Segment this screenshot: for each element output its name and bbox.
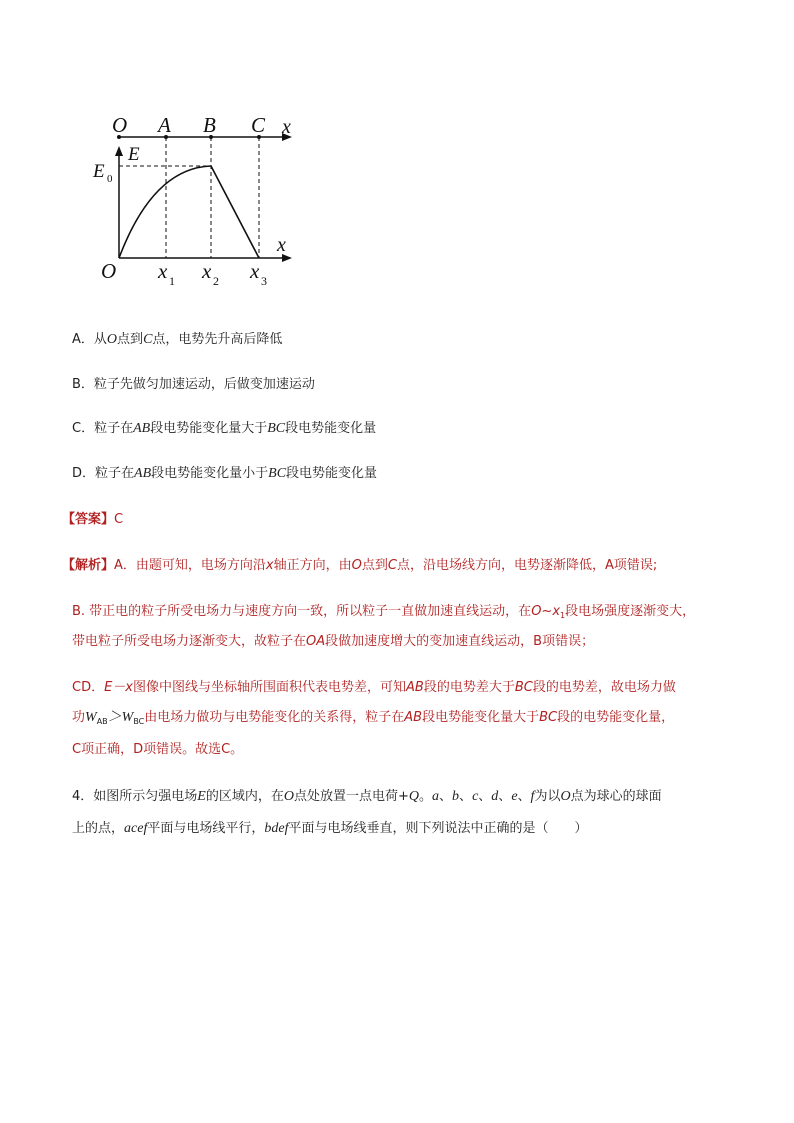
e-curve-rising bbox=[119, 166, 211, 258]
x1-label: x bbox=[158, 259, 168, 283]
analysis-line-6 bbox=[72, 738, 732, 757]
analysis-5-sub-bc: BC bbox=[133, 717, 145, 726]
option-a-text-3: 点，电势先升高后降低 bbox=[152, 332, 283, 347]
q4-1-c: c bbox=[472, 789, 479, 804]
q4-2-text-1: 上的点， bbox=[72, 821, 125, 836]
option-b-letter: B． bbox=[72, 377, 94, 392]
q4-1-sep-1: 、 bbox=[439, 789, 453, 804]
top-label-c: C bbox=[251, 113, 266, 137]
option-d-text-2: 段电势能变化量小于 bbox=[151, 466, 269, 481]
analysis-5-segment-bc: BC bbox=[539, 710, 558, 725]
analysis-5-w: W bbox=[85, 710, 97, 725]
answer-value: C bbox=[114, 512, 124, 527]
x2-label: x bbox=[202, 259, 212, 283]
q4-1-text-1: 4．如图所示匀强电场 bbox=[72, 789, 198, 804]
analysis-1-text-3: 点到 bbox=[361, 558, 388, 573]
field-graph-svg bbox=[88, 106, 308, 292]
q4-1-e: e bbox=[511, 789, 518, 804]
option-d bbox=[72, 462, 732, 482]
top-label-a: A bbox=[158, 113, 171, 137]
q4-1-text-3: 点处放置一点电荷+ bbox=[293, 789, 409, 804]
analysis-4-text-1: CD． bbox=[72, 680, 105, 695]
analysis-4-text-4: 段的电势差，故电场力做 bbox=[532, 680, 676, 695]
option-c-segment-ab: AB bbox=[133, 421, 151, 436]
analysis-3-segment-oa: OA bbox=[306, 634, 326, 649]
answer-line bbox=[62, 508, 722, 527]
q4-1-sep-5: 、 bbox=[517, 789, 531, 804]
option-d-letter: D． bbox=[72, 466, 96, 481]
analysis-4-ex: E－x bbox=[104, 680, 134, 695]
analysis-line-5 bbox=[72, 706, 737, 726]
analysis-4-segment-ab: AB bbox=[406, 680, 424, 695]
option-a-point-c: C bbox=[143, 332, 153, 347]
option-a-point-o: O bbox=[106, 332, 118, 347]
option-d-segment-ab: AB bbox=[134, 466, 152, 481]
e-line-falling bbox=[211, 166, 259, 258]
option-b-text: 粒子先做匀加速运动，后做变加速运动 bbox=[93, 377, 315, 392]
q4-1-sep-2: 、 bbox=[459, 789, 473, 804]
question-4-line-2 bbox=[72, 817, 732, 837]
q4-1-point-o: O bbox=[283, 789, 294, 804]
q4-1-var-q: Q bbox=[408, 789, 420, 804]
analysis-1-text-4: 点，沿电场线方向，电势逐渐降低，A项错误; bbox=[396, 558, 658, 573]
analysis-line-3 bbox=[72, 630, 732, 649]
option-c-segment-bc: BC bbox=[267, 421, 286, 436]
option-a-letter: A． bbox=[72, 332, 94, 347]
analysis-5-gt-w: ＞W bbox=[107, 710, 134, 725]
top-label-x: x bbox=[282, 116, 291, 138]
analysis-4-text-2: 图像中图线与坐标轴所围面积代表电势差，可知 bbox=[133, 680, 407, 695]
analysis-2-sub: 1 bbox=[560, 611, 566, 620]
analysis-5-text-2: 由电场力做功与电势能变化的关系得，粒子在 bbox=[144, 710, 405, 725]
analysis-2-text-2: 段电场强度逐渐变大， bbox=[565, 604, 696, 619]
analysis-5-text-1: 功 bbox=[72, 710, 86, 725]
analysis-1-text-2: 轴正方向，由 bbox=[273, 558, 352, 573]
answer-label: 【答案】 bbox=[62, 512, 115, 527]
field-graph-diagram bbox=[88, 106, 308, 292]
top-label-o: O bbox=[112, 113, 128, 137]
e0-subscript: 0 bbox=[107, 173, 113, 185]
analysis-5-text-4: 段的电势能变化量， bbox=[557, 710, 675, 725]
analysis-1-point-c: C bbox=[387, 558, 397, 573]
q4-1-sep-3: 、 bbox=[478, 789, 492, 804]
analysis-5-sub-ab: AB bbox=[96, 717, 108, 726]
q4-2-plane-bdef: bdef bbox=[264, 821, 289, 836]
analysis-1-point-o: O bbox=[351, 558, 362, 573]
y-axis-arrow bbox=[115, 146, 123, 156]
q4-1-b: b bbox=[452, 789, 460, 804]
analysis-4-segment-bc: BC bbox=[514, 680, 533, 695]
option-c-text-3: 段电势能变化量 bbox=[285, 421, 377, 436]
q4-1-text-2: 的区域内，在 bbox=[205, 789, 284, 804]
q4-2-plane-acef: acef bbox=[124, 821, 148, 836]
x3-subscript: 3 bbox=[261, 274, 267, 288]
analysis-1-var-x: x bbox=[265, 558, 274, 573]
option-c bbox=[72, 417, 732, 437]
q4-1-sep-4: 、 bbox=[498, 789, 512, 804]
q4-1-a: a bbox=[432, 789, 440, 804]
analysis-2-range: O~x bbox=[531, 604, 561, 619]
q4-1-f: f bbox=[530, 789, 535, 804]
q4-1-text-6: 点为球心的球面 bbox=[570, 789, 662, 804]
x1-subscript: 1 bbox=[169, 274, 175, 288]
analysis-2-text-1: B. 带正电的粒子所受电场力与速度方向一致，所以粒子一直做加速直线运动，在 bbox=[72, 604, 532, 619]
analysis-line-4 bbox=[72, 676, 737, 695]
analysis-line-2 bbox=[72, 600, 737, 620]
analysis-1-text-1: A．由题可知，电场方向沿 bbox=[114, 558, 266, 573]
origin-label: O bbox=[101, 259, 117, 283]
option-a-text-2: 点到 bbox=[117, 332, 144, 347]
analysis-4-text-3: 段的电势差大于 bbox=[423, 680, 515, 695]
e0-label: E bbox=[93, 161, 105, 182]
option-c-letter: C． bbox=[72, 421, 95, 436]
top-label-b: B bbox=[203, 113, 216, 137]
x3-label: x bbox=[250, 259, 260, 283]
x-axis-label: x bbox=[277, 234, 286, 256]
analysis-5-segment-ab: AB bbox=[404, 710, 423, 725]
q4-2-text-2: 平面与电场线平行， bbox=[147, 821, 265, 836]
analysis-6-text: C项正确，D项错误。故选C。 bbox=[72, 742, 244, 757]
option-c-text-2: 段电势能变化量大于 bbox=[150, 421, 268, 436]
option-a-text-1: 从 bbox=[93, 332, 107, 347]
q4-1-d: d bbox=[491, 789, 499, 804]
question-4-line-1 bbox=[72, 785, 737, 805]
analysis-line-1 bbox=[62, 554, 732, 573]
q4-1-point-o2: O bbox=[560, 789, 571, 804]
q4-1-text-5: 为以 bbox=[534, 789, 561, 804]
analysis-3-text-1: 带电粒子所受电场力逐渐变大，故粒子在 bbox=[72, 634, 307, 649]
analysis-5-text-3: 段电势能变化量大于 bbox=[422, 710, 540, 725]
q4-1-text-4: 。 bbox=[419, 789, 433, 804]
option-d-segment-bc: BC bbox=[268, 466, 287, 481]
q4-2-text-3: 平面与电场线垂直，则下列说法中正确的是（ ） bbox=[288, 821, 588, 836]
option-b bbox=[72, 373, 732, 392]
analysis-label: 【解析】 bbox=[62, 558, 115, 573]
x2-subscript: 2 bbox=[213, 274, 219, 288]
y-axis-label-e: E bbox=[128, 144, 140, 165]
option-d-text-3: 段电势能变化量 bbox=[286, 466, 378, 481]
analysis-3-text-2: 段做加速度增大的变加速直线运动，B项错误； bbox=[325, 634, 595, 649]
option-d-text-1: 粒子在 bbox=[95, 466, 135, 481]
q4-1-var-e: E bbox=[197, 789, 206, 804]
option-c-text-1: 粒子在 bbox=[94, 421, 134, 436]
option-a bbox=[72, 328, 732, 348]
